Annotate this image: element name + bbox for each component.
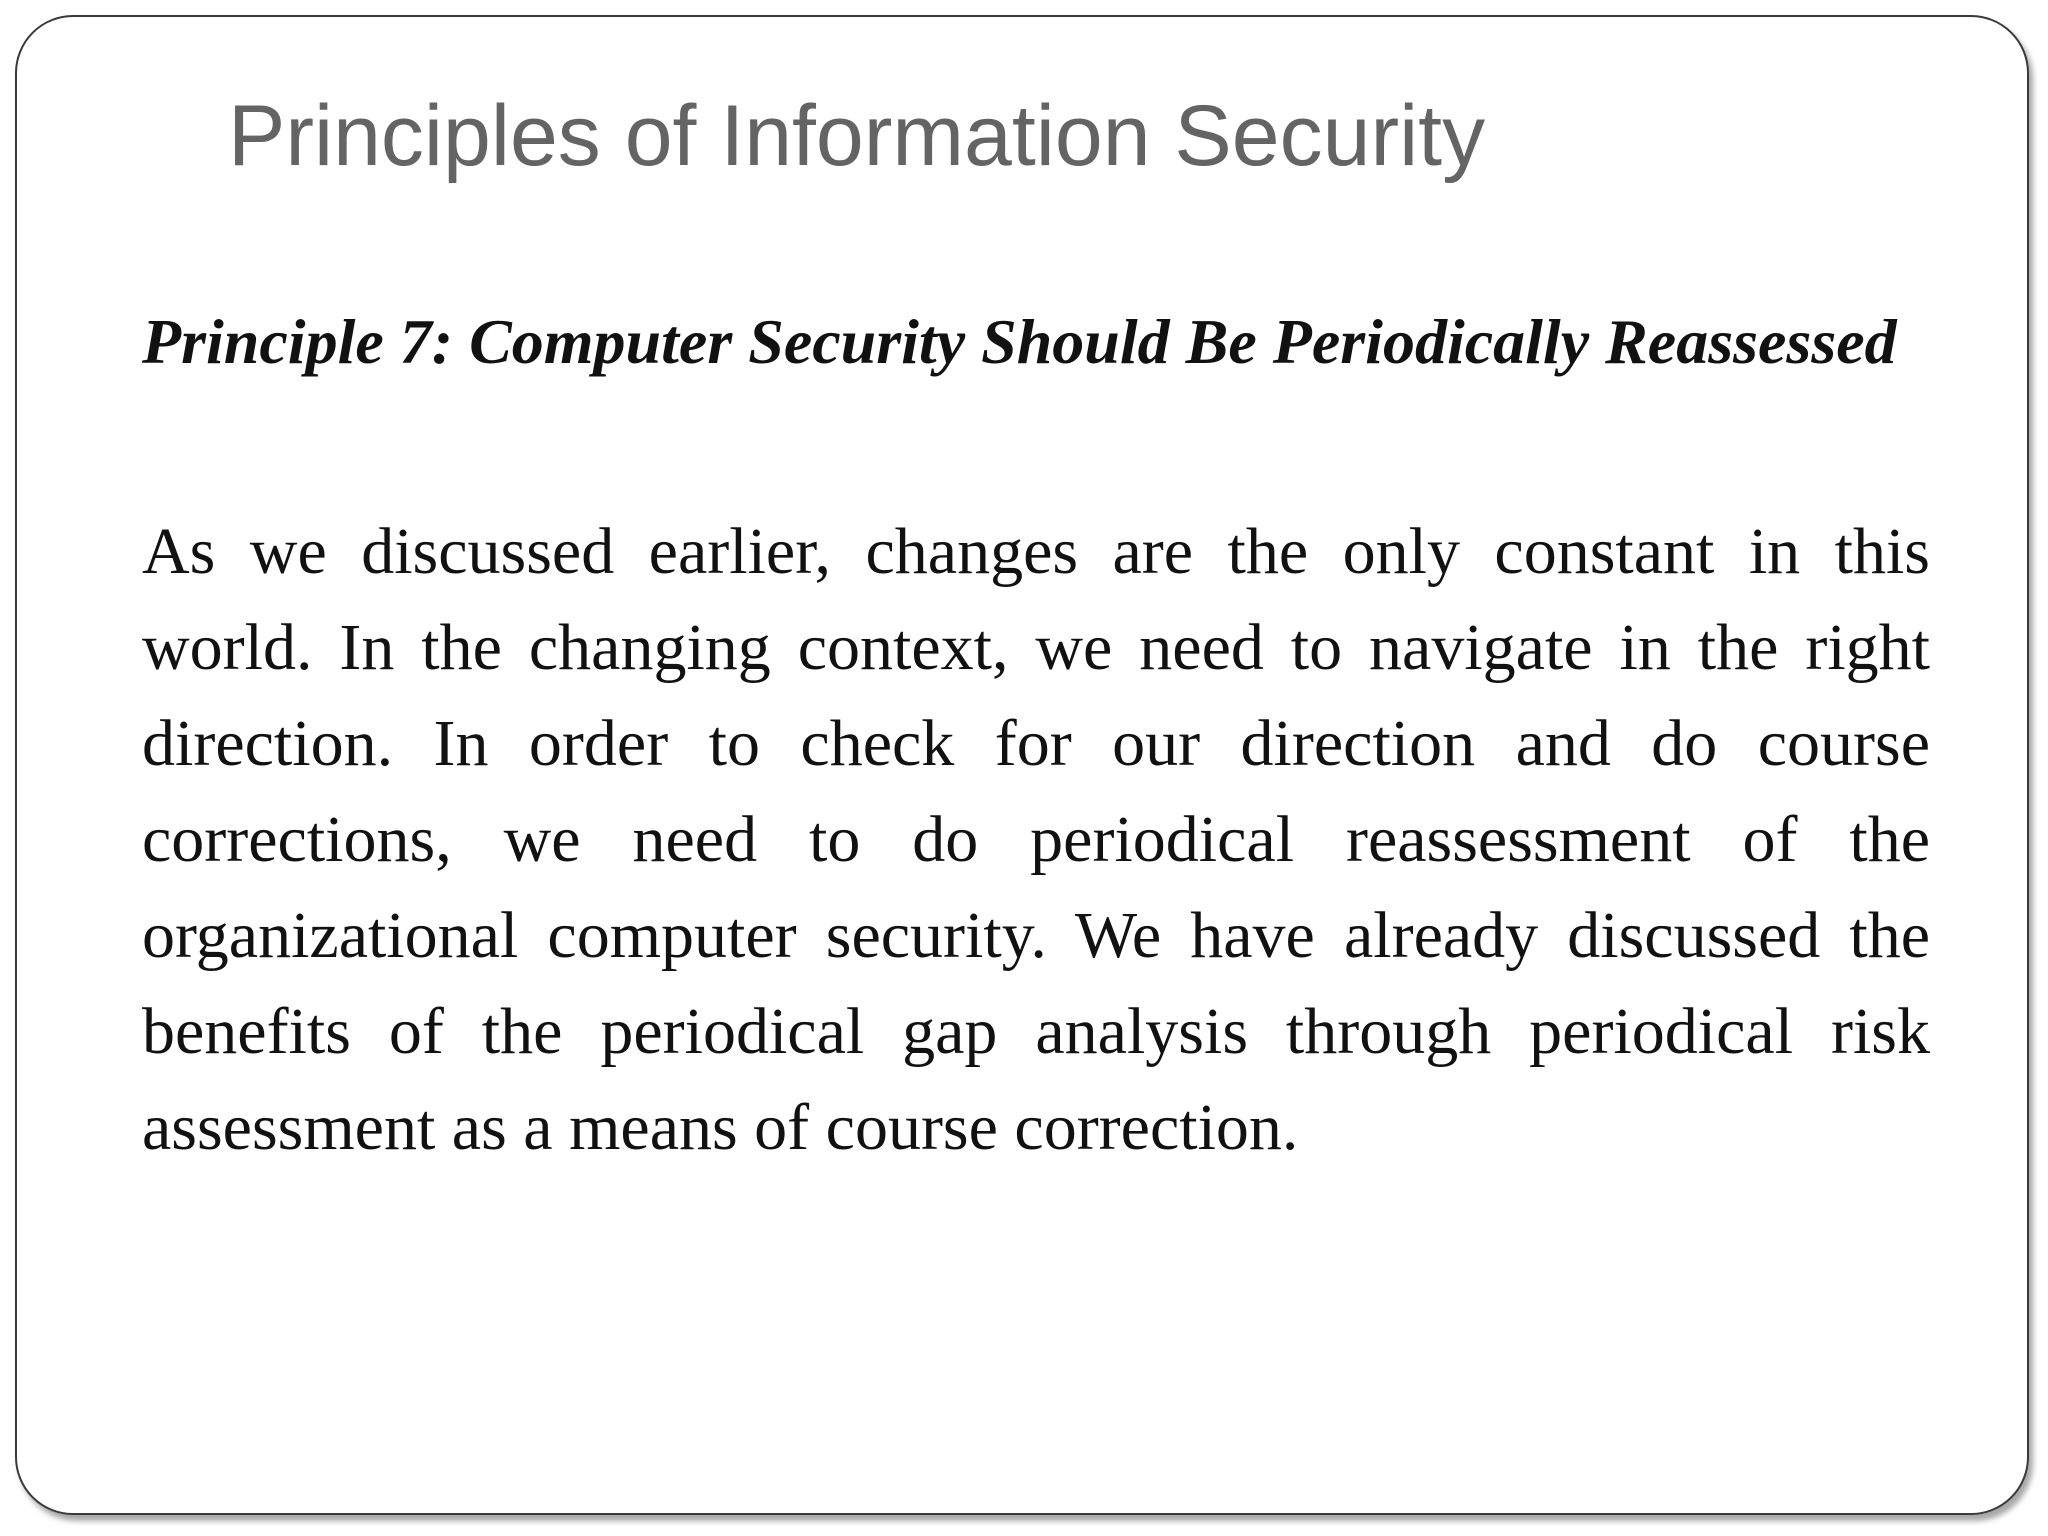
slide-title: Principles of Information Security xyxy=(228,88,1486,184)
body-paragraph: As we discussed earlier, changes are the only constant in this world. In the changing context, we need to navigate in the right direction. In order to check for our direction and do course corrections, we need to do periodical reassessment of the organizational computer security. We have already discussed the benefits of the periodical gap analysis through periodical risk assessment as a means of course correction. xyxy=(142,515,1930,1164)
principle-heading: Principle 7: Computer Security Should Be Periodically Reassessed xyxy=(142,306,1897,377)
